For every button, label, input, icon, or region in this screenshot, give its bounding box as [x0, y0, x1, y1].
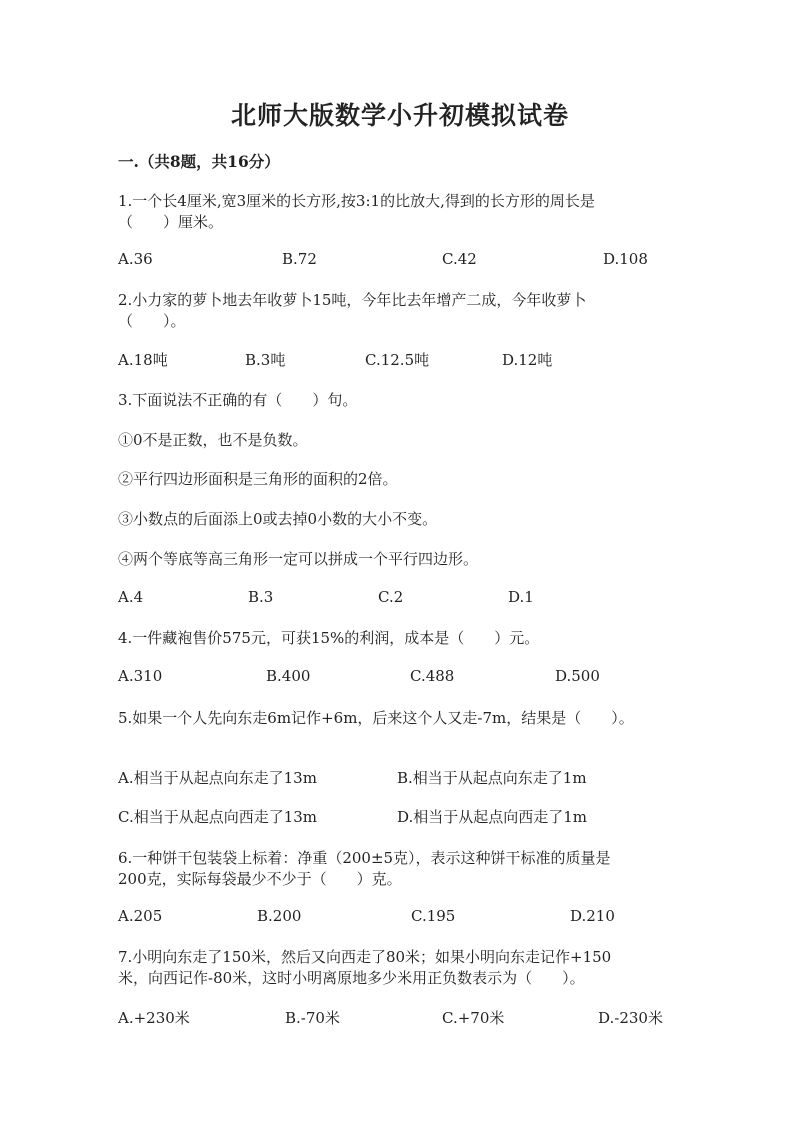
- question-4-line-1: 4.一件藏袍售价575元，可获15%的利润，成本是（ ）元。: [118, 629, 540, 647]
- question-3-option-c: C.2: [378, 588, 404, 606]
- question-6-option-b: B.200: [257, 907, 302, 925]
- question-3-statement-1: ①0不是正数，也不是负数。: [118, 431, 308, 449]
- page-title: 北师大版数学小升初模拟试卷: [230, 101, 569, 130]
- question-7-option-c: C.+70米: [442, 1009, 505, 1027]
- question-2-line-2: （ ）。: [118, 312, 186, 330]
- question-5-option-b: B.相当于从起点向东走了1m: [397, 769, 587, 787]
- question-3-statement-3: ③小数点的后面添上0或去掉0小数的大小不变。: [118, 510, 438, 528]
- question-5-option-c: C.相当于从起点向西走了13m: [118, 808, 318, 826]
- question-1-line-1: 1.一个长4厘米,宽3厘米的长方形,按3:1的比放大,得到的长方形的周长是: [118, 192, 595, 210]
- question-5-line-1: 5.如果一个人先向东走6m记作+6m，后来这个人又走-7m，结果是（ ）。: [118, 709, 634, 727]
- question-2-option-b: B.3吨: [245, 351, 286, 369]
- question-7-option-d: D.-230米: [598, 1009, 663, 1027]
- question-1-option-a: A.36: [118, 250, 153, 268]
- question-3-option-d: D.1: [508, 588, 534, 606]
- question-3-option-a: A.4: [118, 588, 144, 606]
- question-3-line-1: 3.下面说法不正确的有（ ）句。: [118, 391, 358, 409]
- question-5-option-a: A.相当于从起点向东走了13m: [118, 769, 317, 787]
- question-3-option-b: B.3: [248, 588, 274, 606]
- question-6-line-1: 6.一种饼干包装袋上标着：净重（200±5克），表示这种饼干标准的质量是: [118, 849, 611, 867]
- question-2-line-1: 2.小力家的萝卜地去年收萝卜15吨，今年比去年增产二成，今年收萝卜: [118, 291, 587, 309]
- question-4-option-d: D.500: [555, 667, 600, 685]
- question-2-option-c: C.12.5吨: [365, 351, 430, 369]
- question-3-statement-2: ②平行四边形面积是三角形的面积的2倍。: [118, 470, 398, 488]
- question-5-option-d: D.相当于从起点向西走了1m: [397, 808, 588, 826]
- question-4-option-a: A.310: [118, 667, 163, 685]
- question-1-option-c: C.42: [442, 250, 477, 268]
- question-7-option-a: A.+230米: [118, 1009, 190, 1027]
- question-1-line-2: （ ）厘米。: [118, 213, 224, 231]
- question-2-option-d: D.12吨: [502, 351, 553, 369]
- question-2-option-a: A.18吨: [118, 351, 168, 369]
- question-4-option-c: C.488: [410, 667, 455, 685]
- question-1-option-d: D.108: [603, 250, 648, 268]
- question-7-option-b: B.-70米: [285, 1009, 340, 1027]
- question-6-option-d: D.210: [570, 907, 615, 925]
- question-1-option-b: B.72: [282, 250, 317, 268]
- question-4-option-b: B.400: [266, 667, 311, 685]
- question-6-option-c: C.195: [411, 907, 456, 925]
- question-7-line-2: 米，向西记作-80米，这时小明离原地多少米用正负数表示为（ ）。: [118, 969, 585, 987]
- question-6-option-a: A.205: [118, 907, 163, 925]
- question-7-line-1: 7.小明向东走了150米，然后又向西走了80米；如果小明向东走记作+150: [118, 948, 612, 966]
- question-6-line-2: 200克，实际每袋最少不少于（ ）克。: [118, 870, 402, 888]
- section-heading: 一.（共8题，共16分）: [118, 152, 280, 171]
- question-3-statement-4: ④两个等底等高三角形一定可以拼成一个平行四边形。: [118, 550, 479, 568]
